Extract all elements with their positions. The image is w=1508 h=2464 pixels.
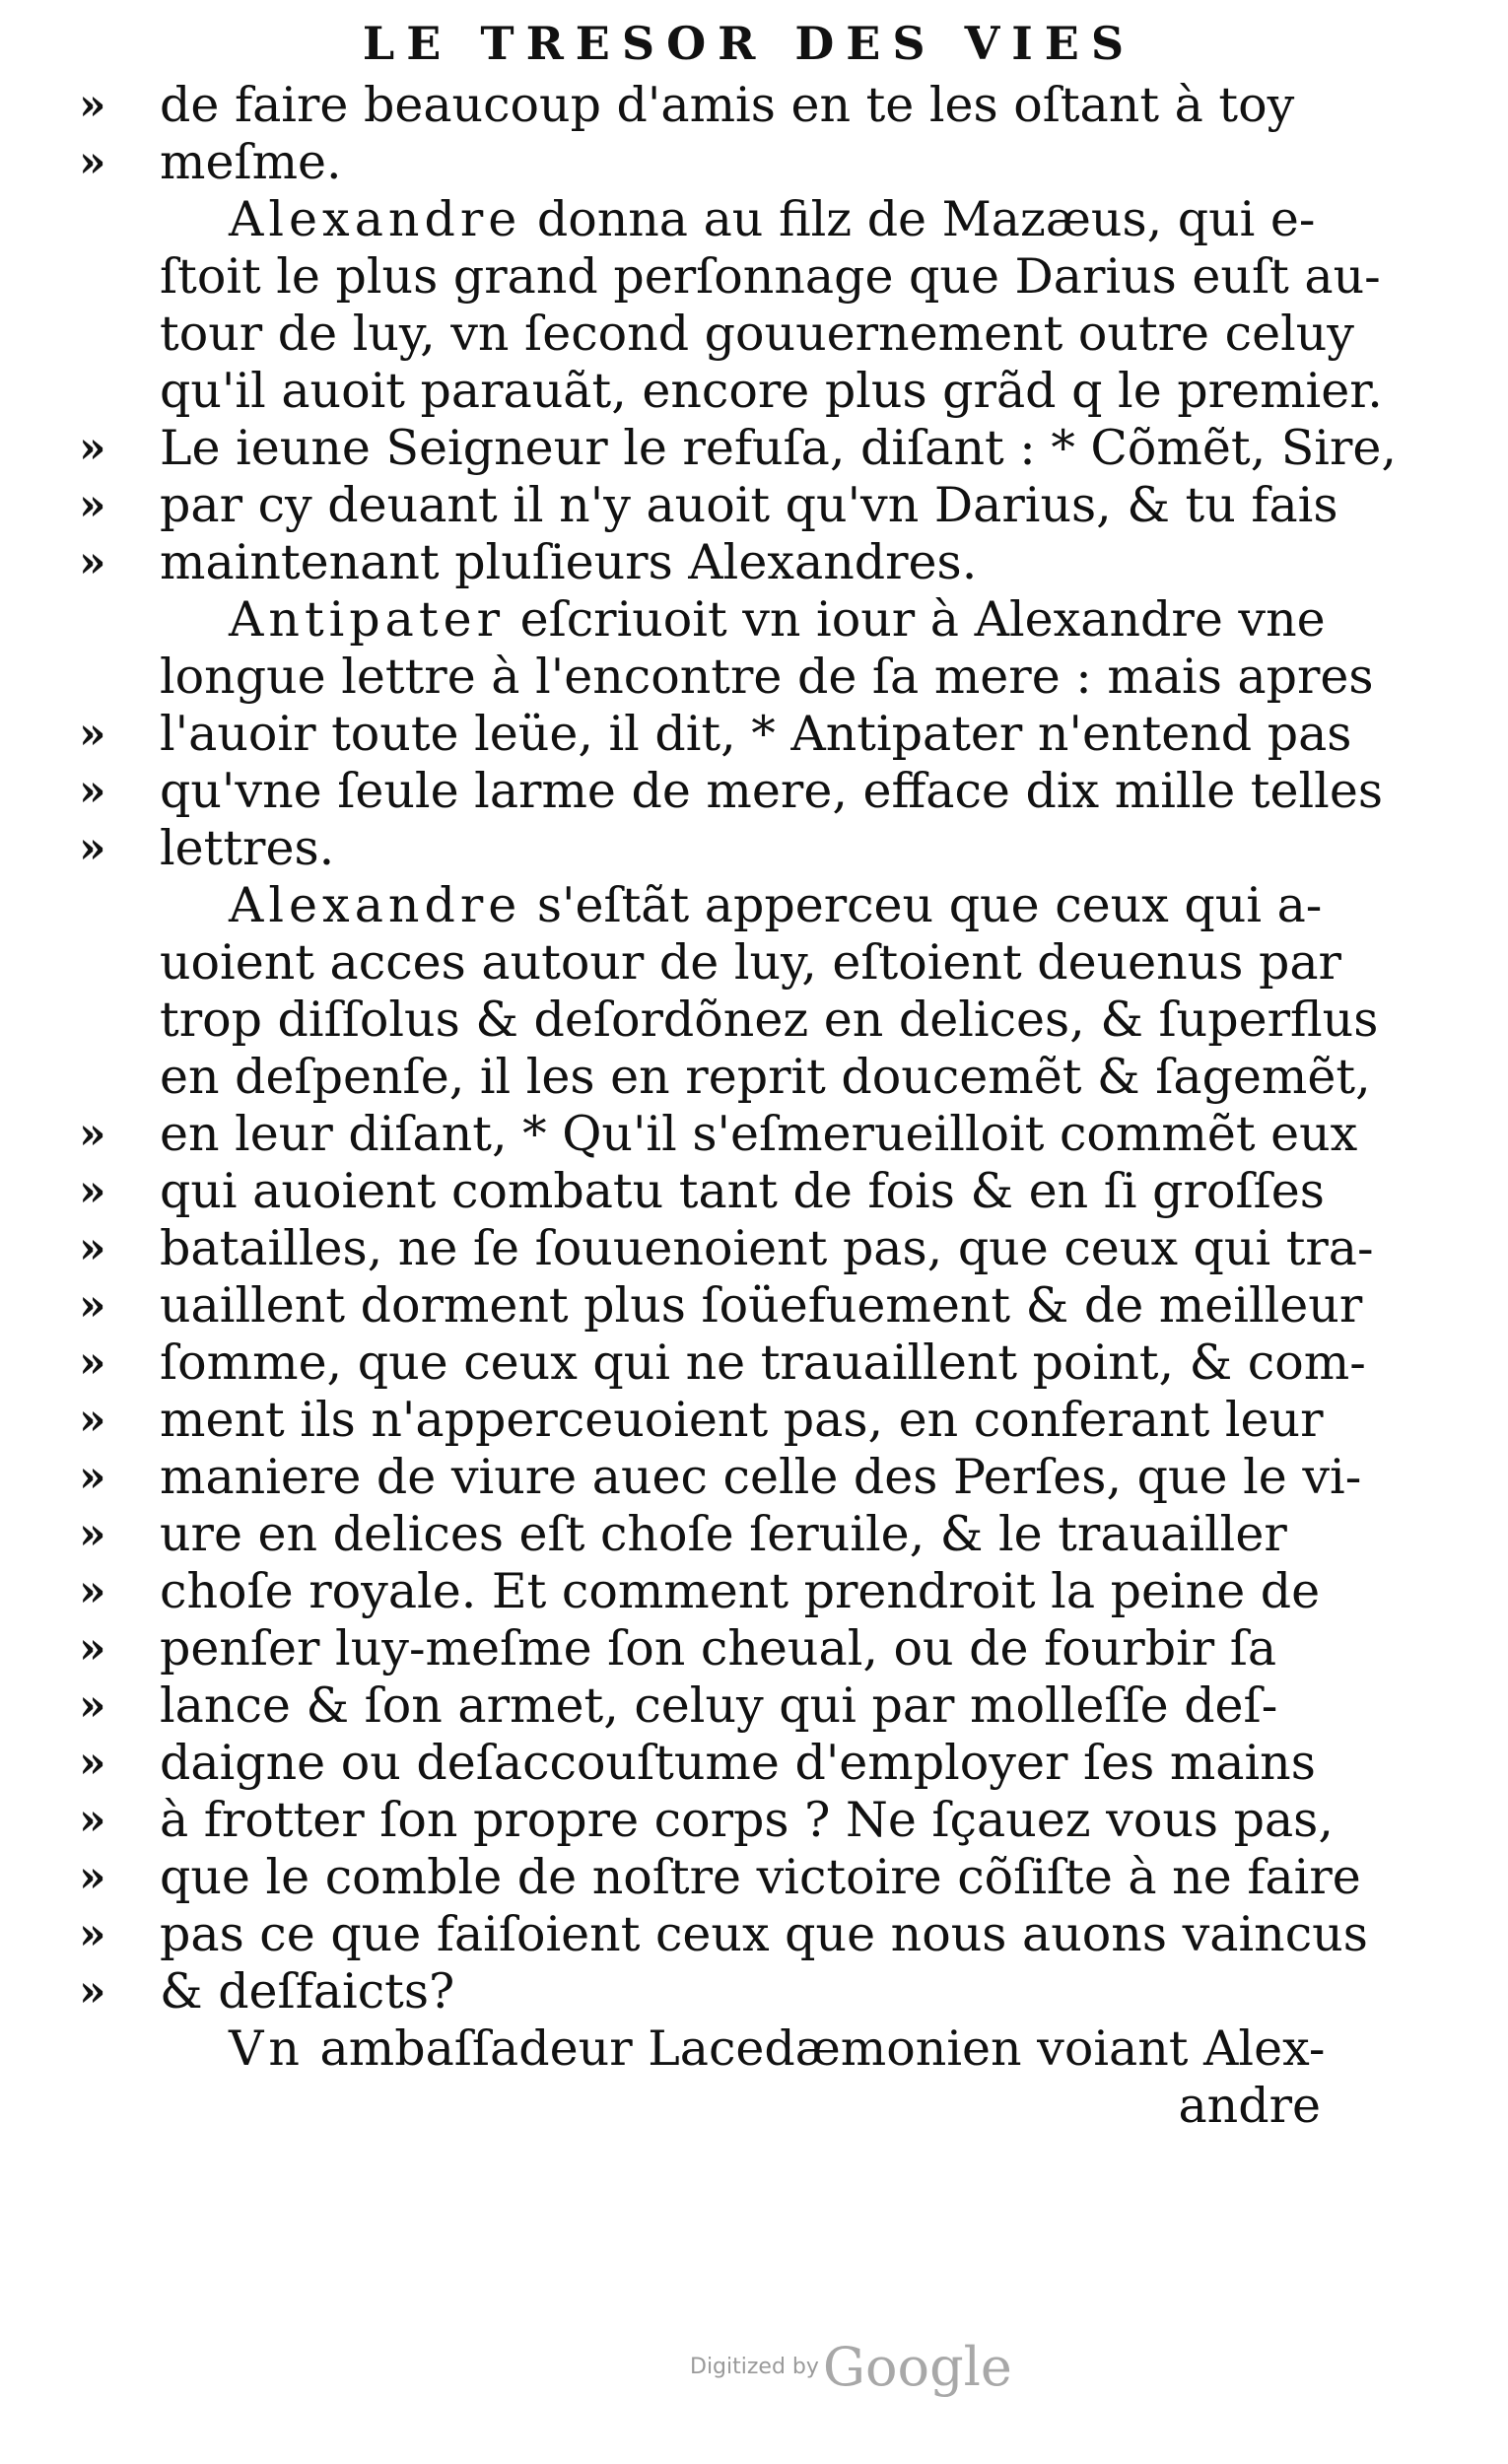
line-text: & deſfaicts? <box>160 1963 455 2019</box>
line-text: batailles, ne ſe ſouuenoient pas, que ceux qui tra- <box>160 1220 1374 1276</box>
text-line <box>0 992 1508 1049</box>
text-line <box>0 1849 1508 1906</box>
digitized-by-label: Digitized by <box>690 2355 819 2379</box>
quote-marker: » <box>79 537 108 587</box>
text-line <box>0 820 1508 877</box>
text-line <box>0 706 1508 763</box>
line-text: lance & ſon armet, celuy qui par molleſſe deſ- <box>160 1677 1278 1734</box>
quote-marker: » <box>79 1280 108 1331</box>
paragraph-lead: Vn <box>229 2020 305 2077</box>
text-line <box>0 591 1508 649</box>
text-line <box>0 420 1508 477</box>
line-text: pas ce que faiſoient ceux que nous auons vaincus <box>160 1906 1368 1962</box>
text-line <box>0 1277 1508 1335</box>
line-text: ure en delices eſt choſe ſeruile, & le trauailler <box>160 1506 1287 1562</box>
line-text: longue lettre à l'encontre de ſa mere : mais apres <box>160 649 1374 705</box>
text-line <box>0 534 1508 591</box>
line-text: uaillent dorment plus ſoüefuement & de meilleur <box>160 1277 1363 1334</box>
line-text: maniere de viure auec celle des Perſes, que le vi- <box>160 1449 1362 1505</box>
text-line <box>0 306 1508 363</box>
text-line <box>0 1563 1508 1620</box>
text-line <box>0 1106 1508 1163</box>
text-line <box>0 649 1508 706</box>
line-text: par cy deuant il n'y auoit qu'vn Darius, & tu fais <box>160 477 1338 533</box>
quote-marker: » <box>79 1680 108 1731</box>
text-line <box>0 1735 1508 1792</box>
text-line <box>0 1620 1508 1677</box>
text-line <box>0 934 1508 992</box>
line-text: eſcriuoit vn iour à Alexandre vne <box>505 591 1326 648</box>
running-header: LE TRESOR DES VIES <box>362 17 1136 70</box>
text-line <box>0 1220 1508 1277</box>
line-text: qui auoient combatu tant de fois & en ſi groſſes <box>160 1163 1325 1219</box>
paragraph-lead: Alexandre <box>229 877 522 933</box>
text-line <box>0 363 1508 420</box>
quote-marker: » <box>79 823 108 873</box>
quote-marker: » <box>79 1909 108 1959</box>
quote-marker: » <box>79 480 108 530</box>
quote-marker: » <box>79 1623 108 1674</box>
line-text: uoient acces autour de luy, eſtoient deuenus par <box>160 934 1341 991</box>
line-text: qu'vne ſeule larme de mere, efface dix mille telles <box>160 763 1383 819</box>
google-logo: Google <box>822 2336 1012 2398</box>
text-line <box>0 2020 1508 2078</box>
line-text: ſtoit le plus grand perſonnage que Darius euſt au- <box>160 248 1381 305</box>
line-text: daigne ou deſaccouſtume d'employer ſes mains <box>160 1735 1316 1791</box>
text-line <box>0 1449 1508 1506</box>
quote-marker: » <box>79 1795 108 1845</box>
paragraph-lead: Alexandre <box>229 191 522 247</box>
text-line <box>0 77 1508 134</box>
paragraph-lead: Antipater <box>229 591 505 648</box>
line-text: ſomme, que ceux qui ne trauaillent point, & com- <box>160 1335 1366 1391</box>
quote-marker: » <box>79 1852 108 1902</box>
line-text: donna au filz de Mazæus, qui e- <box>521 191 1316 247</box>
text-line <box>0 877 1508 934</box>
text-line <box>0 1163 1508 1220</box>
text-line <box>0 1792 1508 1849</box>
quote-marker: » <box>79 1966 108 2017</box>
text-line <box>0 477 1508 534</box>
quote-marker: » <box>79 1738 108 1788</box>
quote-marker: » <box>79 1109 108 1159</box>
line-text: Le ieune Seigneur le refuſa, diſant : * Cõmẽt, Sire, <box>160 420 1397 476</box>
line-text: qu'il auoit parauãt, encore plus grãd q le premier. <box>160 363 1383 419</box>
line-text: meſme. <box>160 134 342 190</box>
line-text: l'auoir toute leüe, il dit, * Antipater n'entend pas <box>160 706 1352 762</box>
quote-marker: » <box>79 709 108 759</box>
line-text: ment ils n'apperceuoient pas, en conferant leur <box>160 1392 1324 1448</box>
quote-marker: » <box>79 766 108 816</box>
quote-marker: » <box>79 1395 108 1445</box>
digitization-watermark <box>690 2336 1084 2398</box>
text-line <box>0 1049 1508 1106</box>
text-line <box>0 763 1508 820</box>
line-text: à frotter ſon propre corps ? Ne ſçauez vous pas, <box>160 1792 1334 1848</box>
text-line <box>0 134 1508 191</box>
text-line <box>0 1335 1508 1392</box>
line-text: maintenant pluſieurs Alexandres. <box>160 534 978 590</box>
line-text: lettres. <box>160 820 335 876</box>
catchword: andre <box>1178 2078 1321 2134</box>
quote-marker: » <box>79 1509 108 1559</box>
line-text: que le comble de noſtre victoire cõſiſte à ne faire <box>160 1849 1361 1905</box>
line-text: trop diſſolus & deſordõnez en delices, & ſuperflus <box>160 992 1379 1048</box>
quote-marker: » <box>79 1452 108 1502</box>
text-line <box>0 1392 1508 1449</box>
text-line <box>0 191 1508 248</box>
line-text: en deſpenſe, il les en reprit doucemẽt & ſagemẽt, <box>160 1049 1371 1105</box>
catchword-line <box>0 2078 1508 2135</box>
quote-marker: » <box>79 80 108 130</box>
line-text: de faire beaucoup d'amis en te les oſtant à toy <box>160 77 1295 133</box>
quote-marker: » <box>79 423 108 473</box>
line-text: en leur diſant, * Qu'il s'eſmerueilloit commẽt eux <box>160 1106 1358 1162</box>
line-text: choſe royale. Et comment prendroit la peine de <box>160 1563 1321 1619</box>
body-text <box>0 77 1508 2135</box>
line-text: s'eſtãt apperceu que ceux qui a- <box>521 877 1323 933</box>
text-line <box>0 1906 1508 1963</box>
text-line <box>0 1677 1508 1735</box>
line-text: ambaſſadeur Lacedæmonien voiant Alex- <box>304 2020 1326 2077</box>
text-line <box>0 1506 1508 1563</box>
text-line <box>0 1963 1508 2020</box>
quote-marker: » <box>79 1223 108 1273</box>
quote-marker: » <box>79 1337 108 1388</box>
quote-marker: » <box>79 1566 108 1616</box>
line-text: tour de luy, vn ſecond gouuernement outre celuy <box>160 306 1354 362</box>
text-line <box>0 248 1508 306</box>
line-text: penſer luy-meſme ſon cheual, ou de fourbir ſa <box>160 1620 1277 1677</box>
quote-marker: » <box>79 137 108 187</box>
quote-marker: » <box>79 1166 108 1216</box>
